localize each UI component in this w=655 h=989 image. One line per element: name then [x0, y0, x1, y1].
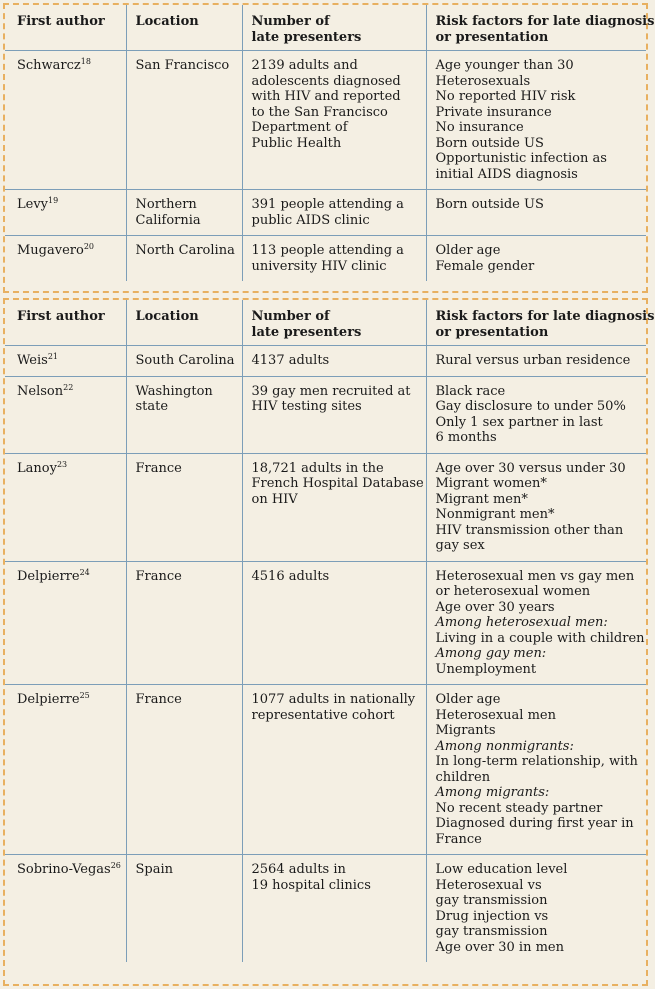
- table-row: [5, 561, 646, 685]
- risk-line: Heterosexual men vs gay men: [435, 568, 635, 584]
- cell-number: [242, 561, 426, 685]
- table-panel-2: [3, 298, 655, 986]
- number-line: HIV testing sites: [251, 399, 362, 414]
- reference-number: 20: [83, 242, 95, 251]
- header-first-author: First author: [5, 5, 126, 51]
- risk-line: Diagnosed during first year in: [435, 816, 634, 831]
- number-line: on HIV: [251, 491, 298, 507]
- location-line: France: [135, 460, 182, 476]
- risk-line: Age over 30 versus under 30: [435, 460, 626, 476]
- risk-line: Older age: [435, 692, 501, 707]
- table-row: [5, 376, 646, 453]
- risk-line: Unemployment: [435, 661, 537, 677]
- number-line: Department of: [251, 120, 348, 135]
- cell-location: [126, 561, 242, 685]
- header-number: Number of late presenters: [242, 300, 426, 346]
- cell-number: [242, 346, 426, 377]
- risk-line: Only 1 sex partner in last: [435, 414, 603, 430]
- cell-risk-factors: [426, 190, 646, 236]
- risk-line: Among nonmigrants:: [435, 738, 574, 754]
- number-line: 113 people attending a: [251, 243, 404, 258]
- number-line: French Hospital Database: [251, 476, 424, 491]
- number-line: 18,721 adults in the: [251, 460, 384, 476]
- cell-author: [5, 190, 126, 236]
- number-line: public AIDS clinic: [251, 212, 370, 228]
- reference-number: 26: [110, 861, 121, 870]
- cell-location: [126, 190, 242, 236]
- risk-line: No recent steady partner: [435, 800, 603, 816]
- risk-line: initial AIDS diagnosis: [435, 166, 578, 182]
- risk-line: Heterosexuals: [435, 73, 531, 89]
- header-risk-factors: Risk factors for late diagnosis or presentation: [426, 300, 646, 346]
- header-first-author: First author: [5, 300, 126, 346]
- risk-line: Migrant women*: [435, 476, 547, 491]
- risk-line: Heterosexual vs: [435, 877, 542, 893]
- cell-number: [242, 236, 426, 282]
- cell-author: [5, 685, 126, 855]
- cell-risk-factors: [426, 685, 646, 855]
- cell-number: [242, 376, 426, 453]
- table-panel-1: [3, 3, 655, 293]
- risk-line: gay sex: [435, 538, 485, 553]
- cell-location: [126, 346, 242, 377]
- risk-line: Female gender: [435, 258, 535, 274]
- cell-author: [5, 453, 126, 561]
- number-line: 4137 adults: [251, 353, 330, 368]
- risk-line: 6 months: [435, 430, 497, 445]
- table-row: [5, 190, 646, 236]
- header-risk-factors: Risk factors for late diagnosis or presentation: [426, 5, 646, 51]
- risk-line: Among gay men:: [435, 646, 547, 661]
- number-line: 391 people attending a: [251, 197, 404, 212]
- risk-line: Heterosexual men: [435, 707, 556, 723]
- cell-number: [242, 453, 426, 561]
- reference-number: 24: [79, 567, 90, 577]
- risk-line: Born outside US: [435, 197, 544, 212]
- risk-line: Living in a couple with children: [435, 630, 645, 646]
- cell-author: [5, 855, 126, 963]
- location-line: state: [135, 399, 169, 414]
- cell-author: [5, 51, 126, 190]
- risk-line: Age over 30 years: [435, 599, 555, 615]
- number-line: 2564 adults in: [251, 862, 346, 877]
- cell-risk-factors: [426, 51, 646, 190]
- cell-author: [5, 376, 126, 453]
- location-line: San Francisco: [135, 58, 230, 73]
- cell-risk-factors: [426, 376, 646, 453]
- risk-line: Gay disclosure to under 50%: [435, 399, 626, 414]
- author-name: Levy: [17, 197, 49, 212]
- location-line: France: [135, 692, 182, 707]
- header-number: Number of late presenters: [242, 5, 426, 51]
- cell-location: [126, 376, 242, 453]
- risk-line: Private insurance: [435, 104, 552, 120]
- author-name: Weis: [17, 353, 48, 368]
- location-line: Washington: [135, 383, 213, 399]
- location-line: France: [135, 568, 182, 584]
- cell-risk-factors: [426, 561, 646, 685]
- number-line: 1077 adults in nationally: [251, 692, 416, 707]
- number-line: 4516 adults: [251, 568, 330, 584]
- cell-risk-factors: [426, 855, 646, 963]
- risk-line: Nonmigrant men*: [435, 507, 555, 522]
- reference-number: 19: [48, 196, 59, 205]
- table-row: [5, 236, 646, 282]
- reference-number: 21: [47, 352, 59, 361]
- risk-line: Drug injection vs: [435, 908, 549, 924]
- cell-risk-factors: [426, 453, 646, 561]
- number-line: representative cohort: [251, 707, 395, 723]
- number-line: with HIV and reported: [251, 89, 401, 104]
- header-location: Location: [126, 5, 242, 51]
- risk-line: Rural versus urban residence: [435, 353, 631, 368]
- cell-risk-factors: [426, 346, 646, 377]
- risk-line: HIV transmission other than: [435, 522, 624, 538]
- reference-number: 22: [63, 382, 74, 392]
- cell-number: [242, 685, 426, 855]
- cell-location: [126, 453, 242, 561]
- cell-location: [126, 236, 242, 282]
- location-line: California: [135, 212, 201, 228]
- cell-number: [242, 855, 426, 963]
- reference-number: 18: [80, 57, 91, 66]
- risk-line: Among migrants:: [435, 785, 550, 800]
- risk-line: gay transmission: [435, 924, 548, 939]
- risk-line: Migrant men*: [435, 491, 528, 507]
- cell-number: [242, 190, 426, 236]
- author-name: Lanoy: [17, 460, 57, 476]
- risk-line: No reported HIV risk: [435, 89, 576, 104]
- location-line: North Carolina: [135, 243, 235, 258]
- location-line: South Carolina: [135, 353, 235, 368]
- author-name: Mugavero: [17, 243, 84, 258]
- location-line: Northern: [135, 197, 197, 212]
- risk-line: Age younger than 30: [435, 58, 574, 73]
- cell-author: [5, 561, 126, 685]
- risk-line: Black race: [435, 383, 506, 399]
- risk-line: Older age: [435, 243, 501, 258]
- number-line: 2139 adults and: [251, 58, 358, 73]
- risk-line: No insurance: [435, 120, 524, 135]
- number-line: Public Health: [251, 135, 342, 151]
- location-line: Spain: [135, 862, 174, 877]
- number-line: adolescents diagnosed: [251, 73, 401, 89]
- reference-number: 25: [79, 691, 90, 700]
- table-row: [5, 51, 646, 190]
- risk-line: Age over 30 in men: [435, 939, 564, 955]
- author-name: Nelson: [17, 383, 64, 399]
- author-name: Delpierre: [17, 692, 80, 707]
- risk-line: gay transmission: [435, 893, 548, 908]
- table-row: [5, 346, 646, 377]
- risk-line: Migrants: [435, 723, 496, 738]
- number-line: 39 gay men recruited at: [251, 383, 411, 399]
- risk-line: Born outside US: [435, 135, 544, 151]
- reference-number: 23: [56, 459, 68, 469]
- cell-location: [126, 685, 242, 855]
- risk-line: In long-term relationship, with: [435, 754, 638, 769]
- late-presenters-table-2: [5, 300, 655, 962]
- cell-author: [5, 236, 126, 282]
- number-line: university HIV clinic: [251, 258, 387, 274]
- author-name: Delpierre: [17, 568, 80, 584]
- late-presenters-table-1: [5, 5, 655, 281]
- cell-number: [242, 51, 426, 190]
- cell-risk-factors: [426, 236, 646, 282]
- risk-line: Low education level: [435, 862, 568, 877]
- table-row: [5, 685, 646, 855]
- risk-line: or heterosexual women: [435, 584, 591, 599]
- number-line: to the San Francisco: [251, 104, 388, 120]
- table-row: [5, 855, 646, 963]
- risk-line: France: [435, 831, 482, 847]
- header-row: [5, 5, 646, 51]
- cell-author: [5, 346, 126, 377]
- author-name: Sobrino-Vegas: [17, 862, 111, 877]
- header-location: Location: [126, 300, 242, 346]
- author-name: Schwarcz: [17, 58, 81, 73]
- cell-location: [126, 51, 242, 190]
- risk-line: Opportunistic infection as: [435, 151, 607, 166]
- table-row: [5, 453, 646, 561]
- cell-location: [126, 855, 242, 963]
- risk-line: children: [435, 769, 491, 785]
- header-row: [5, 300, 646, 346]
- number-line: 19 hospital clinics: [251, 877, 371, 893]
- risk-line: Among heterosexual men:: [435, 615, 608, 630]
